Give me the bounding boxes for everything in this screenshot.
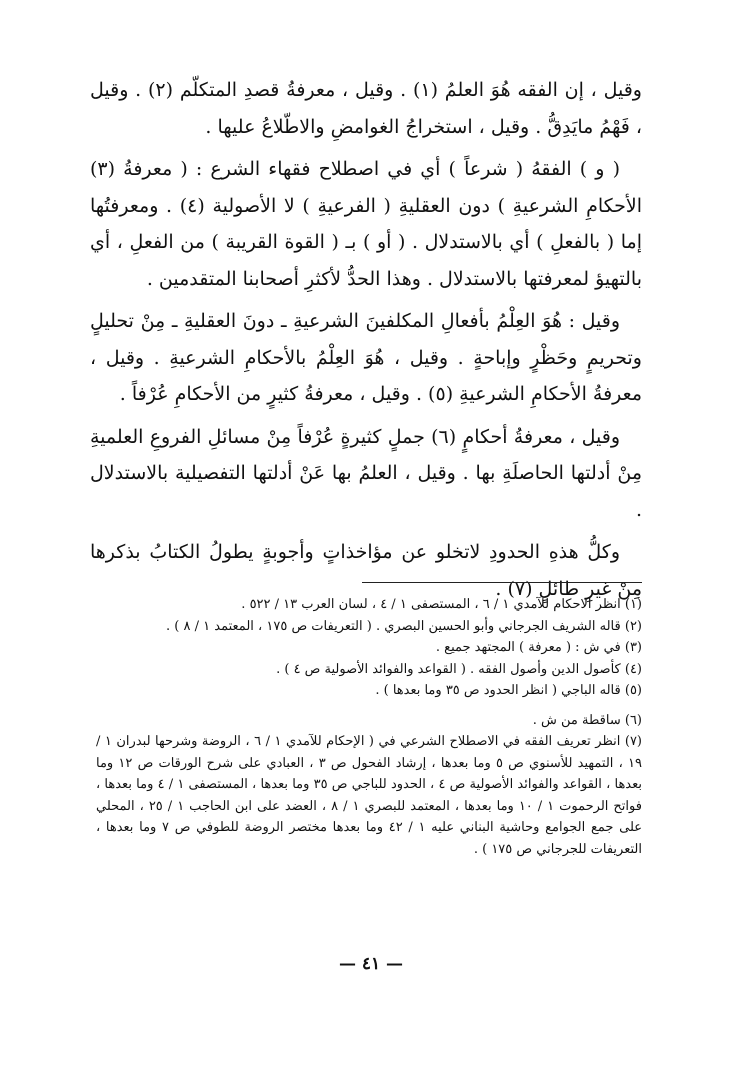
paragraph: وقيل ، إن الفقه هُوَ العلمُ (١) . وقيل ، معرفةُ قصدِ المتكلّم (٢) . وقيل ، فَهْمُ مايَدِقُّ . وقيل ، استخراجُ الغوامضِ والاطّلاعُ عليها . (90, 79, 642, 138)
footnote: (٢) قاله الشريف الجرجاني وأبو الحسين البصري . ( التعريفات ص ١٧٥ ، المعتمد ١ / ٨ ) . (166, 618, 642, 634)
main-text (90, 72, 642, 613)
paragraph: وقيل : هُوَ العِلْمُ بأفعالِ المكلفينَ الشرعيةِ ـ دونَ العقليةِ ـ مِنْ تحليلٍ وتحريمٍ وحَظْرٍ وإباحةٍ . وقيل ، هُوَ العِلْمُ بالأحكامِ الشرعيةِ . وقيل ، معرفةُ الأحكامِ الشرعيةِ (٥) . وقيل ، معرفةُ كثيرٍ من الأحكامِ عُرْفاً . (90, 310, 642, 405)
footnote: (٣) في ش : ( معرفة ) المجتهد جميع . (435, 640, 642, 655)
paragraph: ( و ) الفقهُ ( شرعاً ) أي في اصطلاح فقهاء الشرع : ( معرفةُ (٣) الأحكامِ الشرعيةِ ) دون العقليةِ ( الفرعيةِ ) لا الأصولية (٤) . ومعرفتُها إما ( بالفعلِ ) أي بالاستدلال . ( أو ) بـ ( القوة القريبة ) من الفعلِ ، أي بالتهيؤ لمعرفتها بالاستدلال . وهذا الحدُّ لأكثرِ أصحابنا المتقدمين . (90, 158, 642, 290)
footnote: (٥) قاله الباجي ( انظر الحدود ص ٣٥ وما بعدها ) . (375, 683, 642, 698)
footnote: (٤) كأصول الدين وأصول الفقه . ( القواعد والفوائد الأصولية ص ٤ ) . (276, 661, 642, 677)
paragraph: وكلُّ هذهِ الحدودِ لاتخلو عن مؤاخذاتٍ وأجوبةٍ يطولُ الكتابُ بذكرها مِنْ غيرِ طائلٍ (٧) . (90, 541, 642, 600)
footnote-separator (362, 582, 642, 583)
footnotes (96, 594, 642, 860)
paragraph: وقيل ، معرفةُ أحكامٍ (٦) جملٍ كثيرةٍ عُرْفاً مِنْ مسائلِ الفروعِ العلميةِ مِنْ أدلتها الحاصلَةِ بها . وقيل ، العلمُ بها عَنْ أدلتها التفصيلية بالاستدلال . (90, 425, 642, 521)
footnote: (١) انظر الاحكام للآمدي ١ / ٦ ، المستصفى ١ / ٤ ، لسان العرب ١٣ / ٥٢٢ . (241, 597, 642, 612)
page-number: — ٤١ — (338, 954, 404, 974)
footnote: (٦) ساقطة من ش . (532, 712, 642, 728)
footnote: (٧) انظر تعريف الفقه في الاصطلاح الشرعي في ( الإحكام للآمدي ١ / ٦ ، الروضة وشرحها لبدران ١ / ١٩ ، التمهيد للأسنوي ص ٥ وما بعدها ، إرشاد الفحول ص ٣ ، العبادي على شرح الورقات ص ١٢ وما بعدها ، القواعد والفوائد الأصولية ص ٤ ، الحدود للباجي ص ٣٥ وما بعدها ، المستصفى ١ / ٤ وما بعدها ، فواتح الرحموت ١ / ١٠ وما بعدها ، المعتمد للبصري ١ / ٨ ، العضد على ابن الحاجب ١ / ٢٥ ، المحلي على جمع الجوامع وحاشية البناني عليه ١ / ٤٢ وما بعدها مختصر الروضة للطوفي ص ٧ وما بعدها ، التعريفات للجرجاني ص ١٧٥ ) . (96, 734, 643, 857)
